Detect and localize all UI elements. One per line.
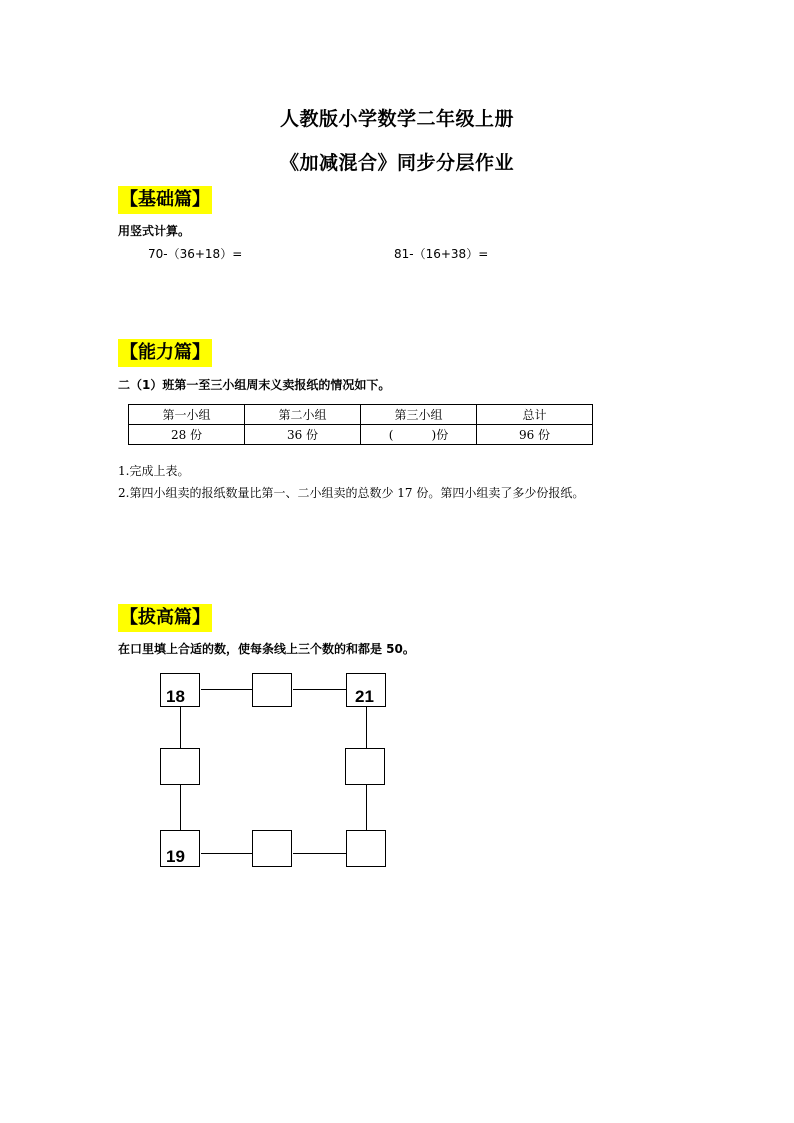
- expression-1: 70-（36+18）=: [148, 247, 243, 261]
- table-header-cell: 总计: [477, 405, 593, 425]
- connector-line: [180, 785, 181, 830]
- connector-line: [366, 785, 367, 830]
- expression-2: 81-（16+38）=: [394, 247, 489, 261]
- given-number: 18: [166, 687, 185, 706]
- given-number: 19: [166, 847, 185, 866]
- given-number: 21: [355, 687, 374, 706]
- table-header-cell: 第二小组: [245, 405, 361, 425]
- worksheet-subtitle: 《加减混合》同步分层作业: [279, 152, 514, 174]
- number-box-bottom-left: [160, 830, 200, 867]
- advanced-instruction: 在口里填上合适的数，使每条线上三个数的和都是 50。: [118, 642, 415, 656]
- table-header-row: [129, 405, 593, 425]
- number-box-top-left: [160, 673, 200, 707]
- table-row: [129, 425, 593, 445]
- answer-box-top-middle[interactable]: [252, 673, 292, 707]
- connector-line: [201, 853, 252, 854]
- answer-box-bottom-middle[interactable]: [252, 830, 292, 867]
- section-heading-basic: 【基础篇】: [118, 186, 212, 214]
- answer-box-bottom-right[interactable]: [346, 830, 386, 867]
- answer-box-middle-right[interactable]: [345, 748, 385, 785]
- connector-line: [366, 707, 367, 748]
- section-heading-ability: 【能力篇】: [118, 339, 212, 367]
- connector-line: [293, 689, 346, 690]
- table-cell: 96 份: [477, 425, 593, 445]
- table-cell-blank: ( )份: [361, 425, 477, 445]
- question-1: 1.完成上表。: [118, 464, 190, 478]
- table-cell: 28 份: [129, 425, 245, 445]
- table-cell: 36 份: [245, 425, 361, 445]
- worksheet-title: 人教版小学数学二年级上册: [279, 108, 514, 130]
- connector-line: [180, 707, 181, 748]
- sales-table: [128, 404, 593, 445]
- answer-box-middle-left[interactable]: [160, 748, 200, 785]
- connector-line: [293, 853, 346, 854]
- question-2: 2.第四小组卖的报纸数量比第一、二小组卖的总数少 17 份。第四小组卖了多少份报纸。: [118, 486, 585, 500]
- section-heading-advanced: 【拔高篇】: [118, 604, 212, 632]
- table-header-cell: 第三小组: [361, 405, 477, 425]
- ability-intro: 二（1）班第一至三小组周末义卖报纸的情况如下。: [118, 378, 391, 392]
- basic-instruction: 用竖式计算。: [118, 224, 191, 238]
- table-header-cell: 第一小组: [129, 405, 245, 425]
- connector-line: [201, 689, 252, 690]
- number-box-top-right: [346, 673, 386, 707]
